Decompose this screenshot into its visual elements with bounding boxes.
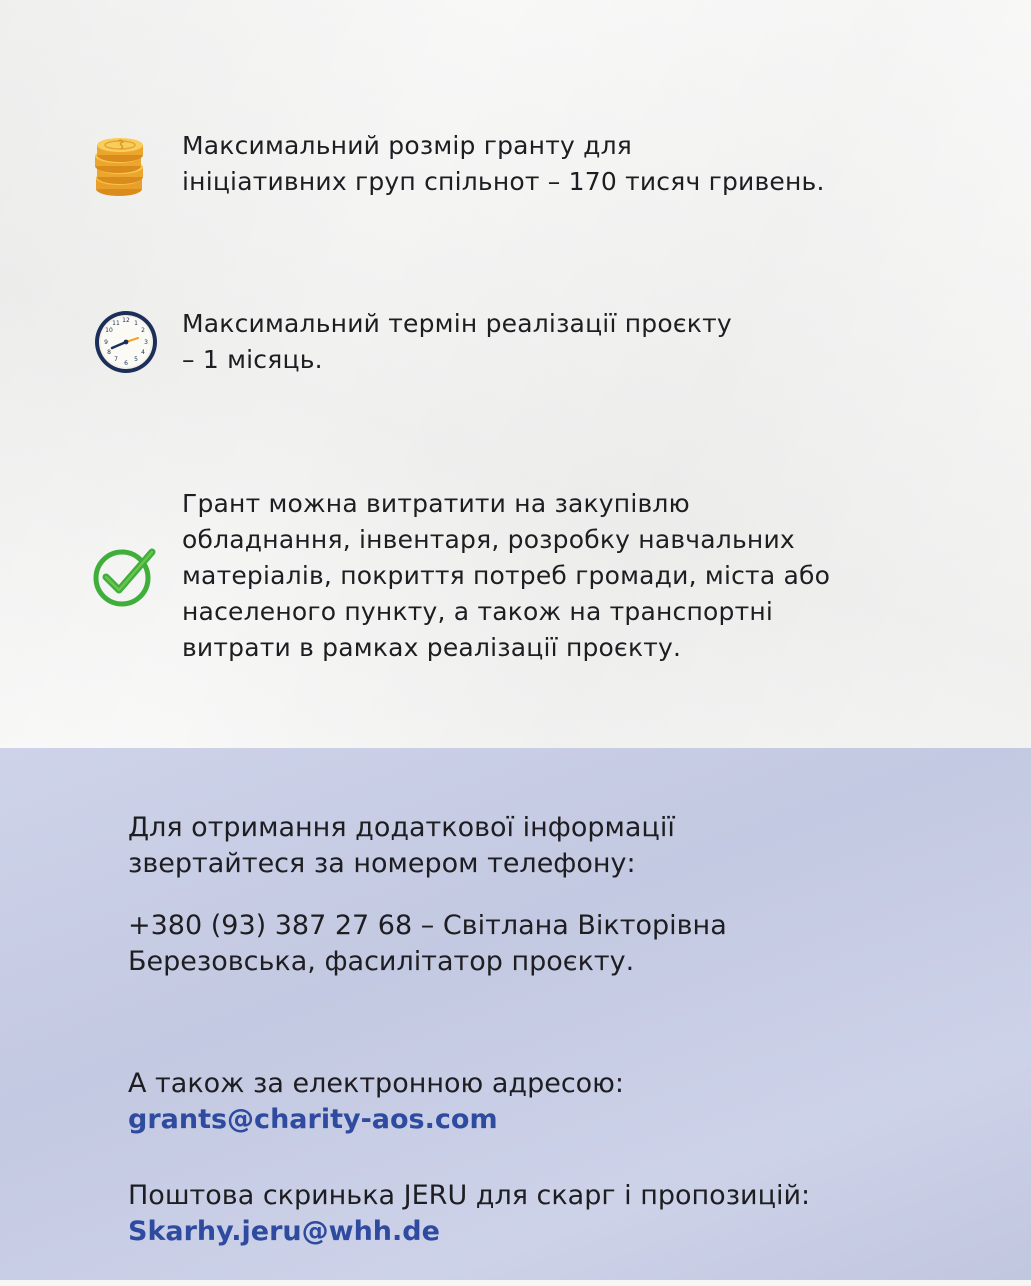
svg-text:1: 1: [134, 320, 138, 327]
svg-text:5: 5: [134, 356, 138, 363]
svg-text:11: 11: [112, 320, 120, 327]
svg-text:12: 12: [122, 317, 130, 324]
check-circle-icon: [90, 542, 158, 610]
svg-text:4: 4: [141, 349, 145, 356]
project-duration-text: Максимальний термін реалізації проєкту – 1 місяць.: [182, 309, 732, 374]
svg-text:7: 7: [114, 356, 118, 363]
svg-text:9: 9: [104, 339, 108, 346]
grant-spending-text: Грант можна витратити на закупівлю обладнання, інвентаря, розробку навчальних матеріалів, покриття потреб громади, міста або населеного пункту, а також на транспортні витрати в рамках реалізації проєкту.: [182, 489, 831, 662]
svg-text:3: 3: [144, 339, 148, 346]
email-label: А також за електронною адресою:: [128, 1068, 625, 1099]
clock-icon: [92, 308, 160, 376]
coins-stack-icon: [88, 130, 156, 198]
email-link[interactable]: grants@charity-aos.com: [128, 1104, 498, 1135]
mailbox-label: Поштова скринька JERU для скарг і пропозицій:: [128, 1180, 811, 1211]
svg-text:8: 8: [107, 349, 111, 356]
info-heading: Для отримання додаткової інформації звертайтеся за номером телефону:: [128, 812, 675, 879]
grant-size-text: Максимальний розмір гранту для ініціативних груп спільнот – 170 тисяч гривень.: [182, 131, 825, 196]
contacts-section: [0, 748, 1031, 1280]
phone-contact: +380 (93) 387 27 68 – Світлана Вікторівна Березовська, фасилітатор проєкту.: [128, 910, 727, 977]
mailbox-block: [128, 1142, 810, 1286]
mailbox-email-link[interactable]: Skarhy.jeru@whh.de: [128, 1216, 440, 1247]
svg-text:6: 6: [124, 360, 128, 367]
svg-text:10: 10: [105, 327, 113, 334]
svg-text:2: 2: [141, 327, 145, 334]
